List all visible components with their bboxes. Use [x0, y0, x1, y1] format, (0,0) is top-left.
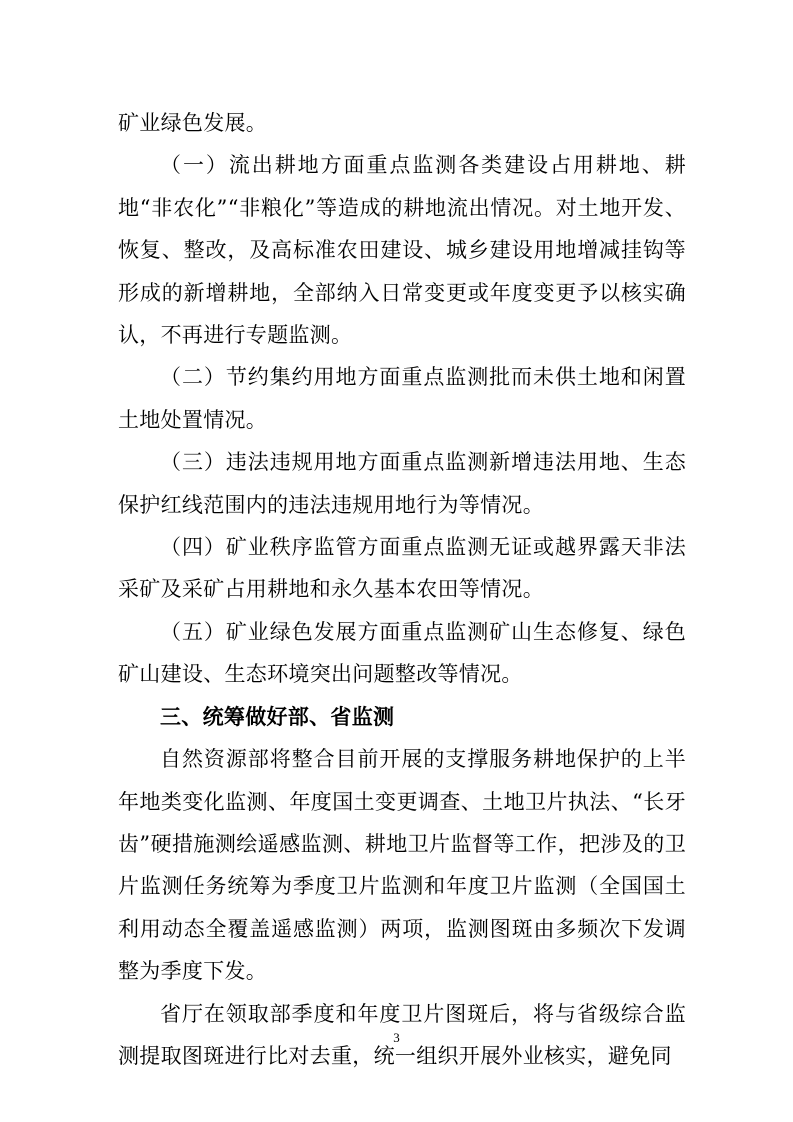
paragraph-green-mining: （五）矿业绿色发展方面重点监测矿山生态修复、绿色矿山建设、生态环境突出问题整改等情况。: [118, 619, 686, 687]
document-body: [118, 102, 686, 1077]
paragraph-continuation: 矿业绿色发展。: [118, 111, 268, 135]
paragraph-mining-order: （四）矿业秩序监管方面重点监测无证或越界露天非法采矿及采矿占用耕地和永久基本农田等情况。: [118, 535, 686, 602]
paragraph-illegal-land-use: （三）违法违规用地方面重点监测新增违法用地、生态保护红线范围内的违法违规用地行为等情况。: [118, 450, 686, 517]
paragraph-outflow-farmland: （一）流出耕地方面重点监测各类建设占用耕地、耕地“非农化”“非粮化”等造成的耕地流出情况。对土地开发、恢复、整改，及高标准农田建设、城乡建设用地增减挂钩等形成的新增耕地，全部纳入日常变更或年度变更予以核实确认，不再进行专题监测。: [118, 153, 686, 348]
paragraph-ministry-integration: 自然资源部将整合目前开展的支撑服务耕地保护的上半年地类变化监测、年度国土变更调查、土地卫片执法、“长牙齿”硬措施测绘遥感监测、耕地卫片监督等工作，把涉及的卫片监测任务统筹为季度卫片监测和年度卫片监测（全国国土利用动态全覆盖遥感监测）两项，监测图斑由多频次下发调整为季度下发。: [118, 747, 686, 984]
paragraph-intensive-land-use: （二）节约集约用地方面重点监测批而未供土地和闲置土地处置情况。: [118, 365, 686, 432]
section-heading: 三、统筹做好部、省监测: [160, 704, 395, 729]
paragraph-province-verification: 省厅在领取部季度和年度卫片图斑后，将与省级综合监测提取图斑进行比对去重，统一组织开展外业核实，避免同: [118, 1001, 686, 1068]
page-number: 3: [393, 1030, 400, 1045]
